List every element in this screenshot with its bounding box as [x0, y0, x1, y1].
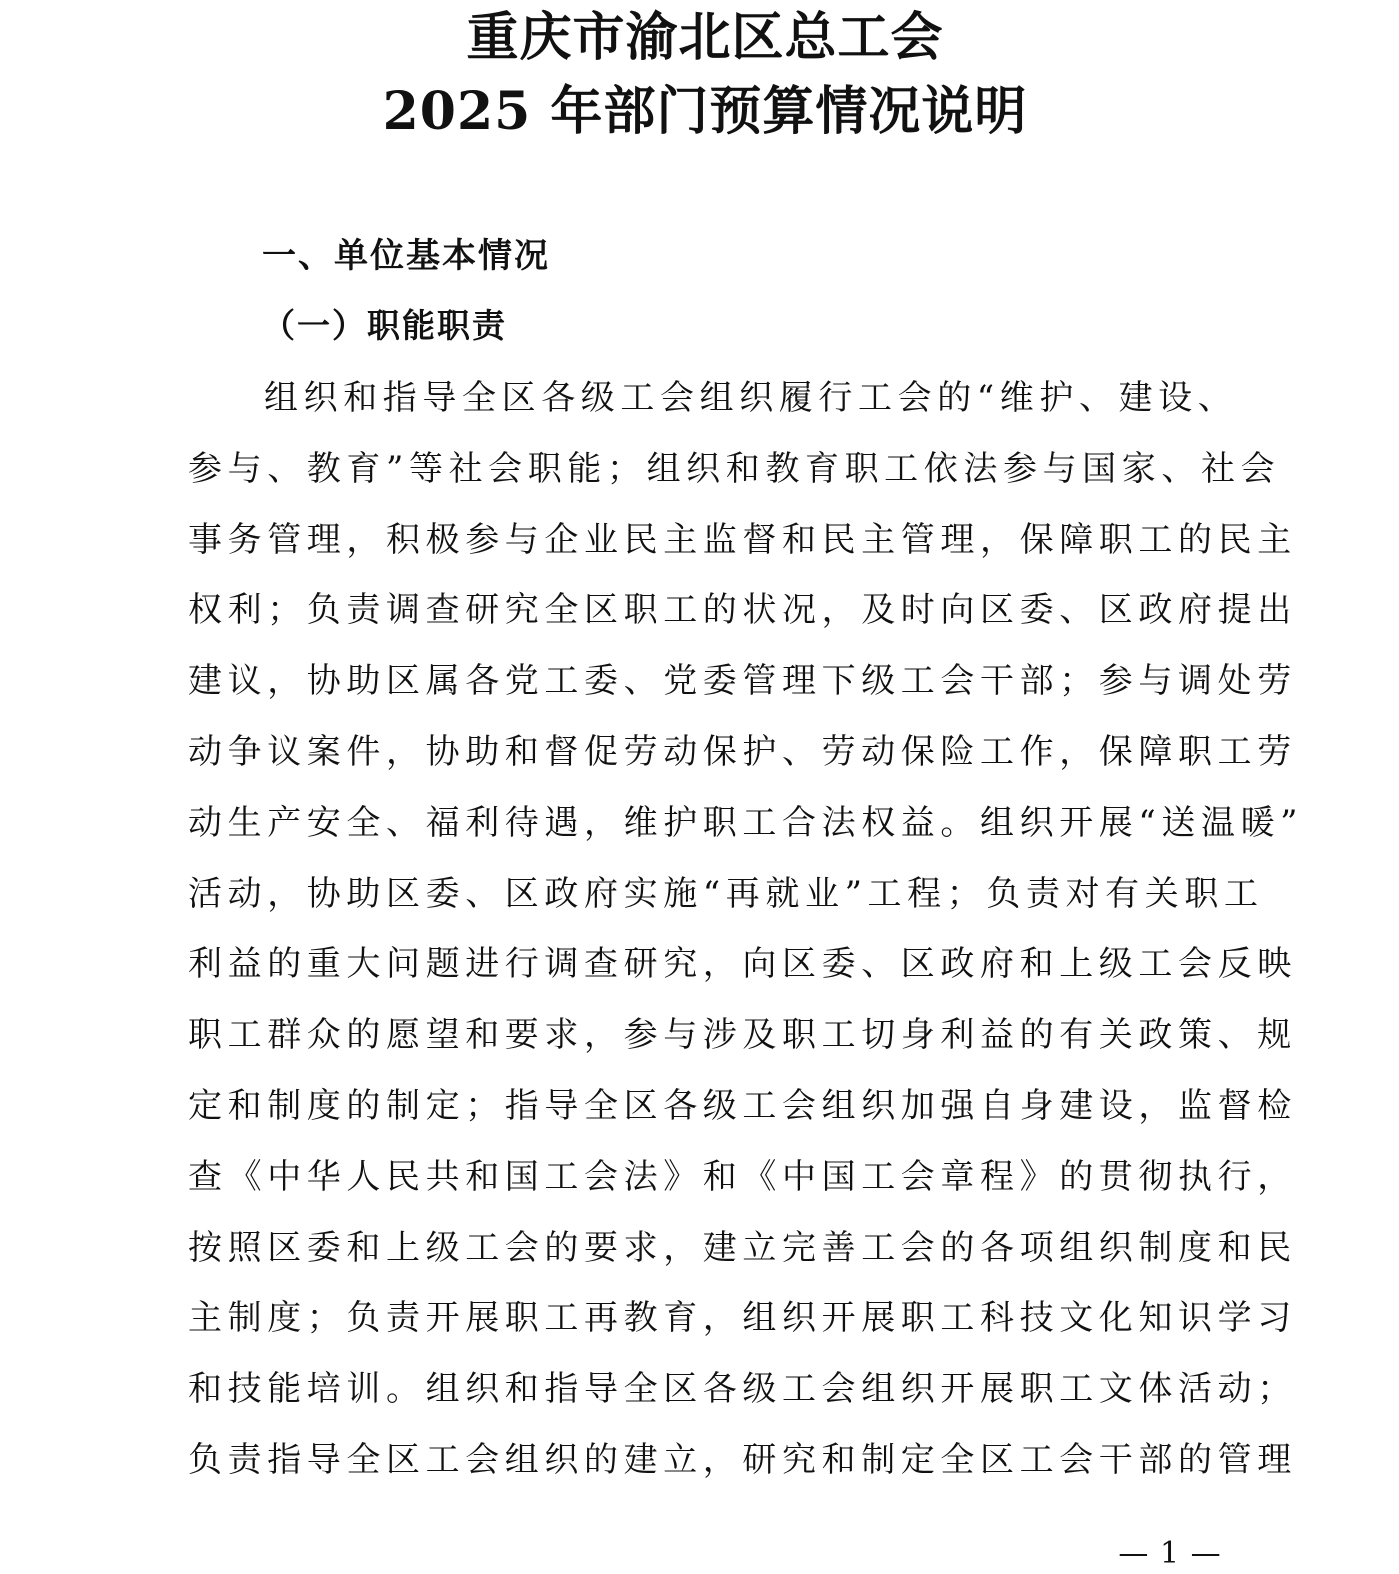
document-title-line-1: 重庆市渝北区总工会 — [466, 7, 944, 68]
body-line: 活动，协助区委、区政府实施“再就业”工程；负责对有关职工 — [188, 873, 1264, 914]
page-number: — 1 — — [1118, 1536, 1222, 1571]
body-line: 查《中华人民共和国工会法》和《中国工会章程》的贯彻执行， — [188, 1156, 1297, 1197]
body-line: 动生产安全、福利待遇，维护职工合法权益。组织开展“送温暖” — [188, 802, 1304, 843]
body-line: 主制度；负责开展职工再教育，组织开展职工科技文化知识学习 — [188, 1298, 1297, 1339]
section-subheading: （一）职能职责 — [262, 306, 507, 345]
body-line: 和技能培训。组织和指导全区各级工会组织开展职工文体活动； — [188, 1369, 1297, 1410]
body-line: 事务管理，积极参与企业民主监督和民主管理，保障职工的民主 — [188, 519, 1297, 560]
section-heading: 一、单位基本情况 — [262, 236, 550, 276]
body-line: 动争议案件，协助和督促劳动保护、劳动保险工作，保障职工劳 — [188, 731, 1297, 772]
body-line: 利益的重大问题进行调查研究，向区委、区政府和上级工会反映 — [188, 944, 1297, 985]
body-line: 职工群众的愿望和要求，参与涉及职工切身利益的有关政策、规 — [188, 1015, 1297, 1056]
body-paragraph — [188, 369, 1304, 1502]
body-line: 权利；负责调查研究全区职工的状况，及时向区委、区政府提出 — [188, 590, 1297, 631]
body-line: 负责指导全区工会组织的建立，研究和制定全区工会干部的管理 — [188, 1439, 1297, 1480]
body-line: 建议，协助区属各党工委、党委管理下级工会干部；参与调处劳 — [188, 661, 1297, 702]
document-title-line-2: 2025 年部门预算情况说明 — [382, 81, 1028, 142]
body-line: 按照区委和上级工会的要求，建立完善工会的各项组织制度和民 — [188, 1227, 1297, 1268]
body-line: 参与、教育”等社会职能；组织和教育职工依法参与国家、社会 — [188, 448, 1281, 489]
body-line: 定和制度的制定；指导全区各级工会组织加强自身建设，监督检 — [188, 1085, 1297, 1126]
body-line: 组织和指导全区各级工会组织履行工会的“维护、建设、 — [264, 378, 1238, 418]
